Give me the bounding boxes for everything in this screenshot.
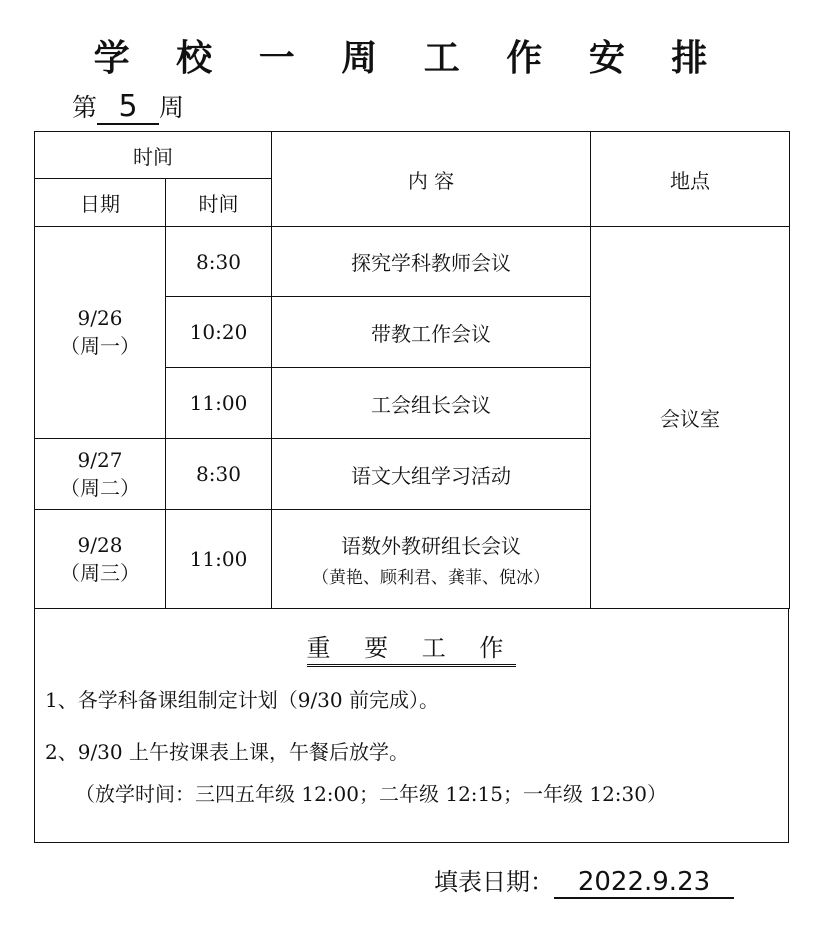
page-title: 学 校 一 周 工 作 安 排 — [93, 38, 725, 79]
time-cell: 8:30 — [166, 227, 272, 297]
important-item-note: （放学时间：三四五年级 12:00；二年级 12:15；一年级 12:30） — [75, 782, 667, 806]
time-cell: 11:00 — [166, 368, 272, 439]
date-value: 9/26 — [77, 306, 123, 330]
location-cell: 会议室 — [591, 227, 790, 609]
week-number: 5 — [97, 91, 159, 125]
important-item: 1、各学科备课组制定计划（9/30 前完成）。 — [45, 688, 439, 712]
participants-note: （黄艳、顾利君、龚菲、倪冰） — [312, 568, 550, 588]
content-cell: 探究学科教师会议 — [272, 227, 591, 297]
schedule-table — [34, 131, 790, 609]
weekday-value: （周一） — [60, 334, 140, 358]
important-item: 2、9/30 上午按课表上课，午餐后放学。 — [45, 740, 409, 764]
time-cell: 8:30 — [166, 439, 272, 510]
week-number-line — [72, 88, 184, 125]
content-text: 语数外教研组长会议 — [341, 534, 521, 558]
date-cell — [35, 227, 166, 439]
important-work-title — [35, 628, 788, 663]
table-row — [35, 227, 790, 297]
time-cell: 11:00 — [166, 510, 272, 609]
date-value: 9/28 — [77, 532, 123, 557]
fill-date-label: 填表日期： — [434, 868, 554, 896]
content-cell: 工会组长会议 — [272, 368, 591, 439]
weekday-value: （周三） — [60, 560, 140, 585]
date-cell — [35, 439, 166, 510]
header-time-group: 时间 — [35, 132, 272, 179]
date-cell — [35, 510, 166, 609]
header-content: 内 容 — [272, 132, 591, 227]
week-prefix: 第 — [72, 93, 98, 122]
date-value: 9/27 — [77, 447, 123, 472]
content-cell: 语文大组学习活动 — [272, 439, 591, 510]
week-suffix: 周 — [159, 93, 185, 122]
fill-date-line — [434, 862, 734, 899]
important-work-section — [34, 608, 789, 843]
header-date: 日期 — [35, 179, 166, 227]
weekday-value: （周二） — [60, 475, 140, 500]
time-cell: 10:20 — [166, 297, 272, 368]
header-time: 时间 — [166, 179, 272, 227]
content-cell: 带教工作会议 — [272, 297, 591, 368]
content-cell — [272, 510, 591, 609]
important-work-title-text: 重 要 工 作 — [307, 634, 517, 667]
header-location: 地点 — [591, 132, 790, 227]
fill-date-value: 2022.9.23 — [554, 867, 734, 899]
